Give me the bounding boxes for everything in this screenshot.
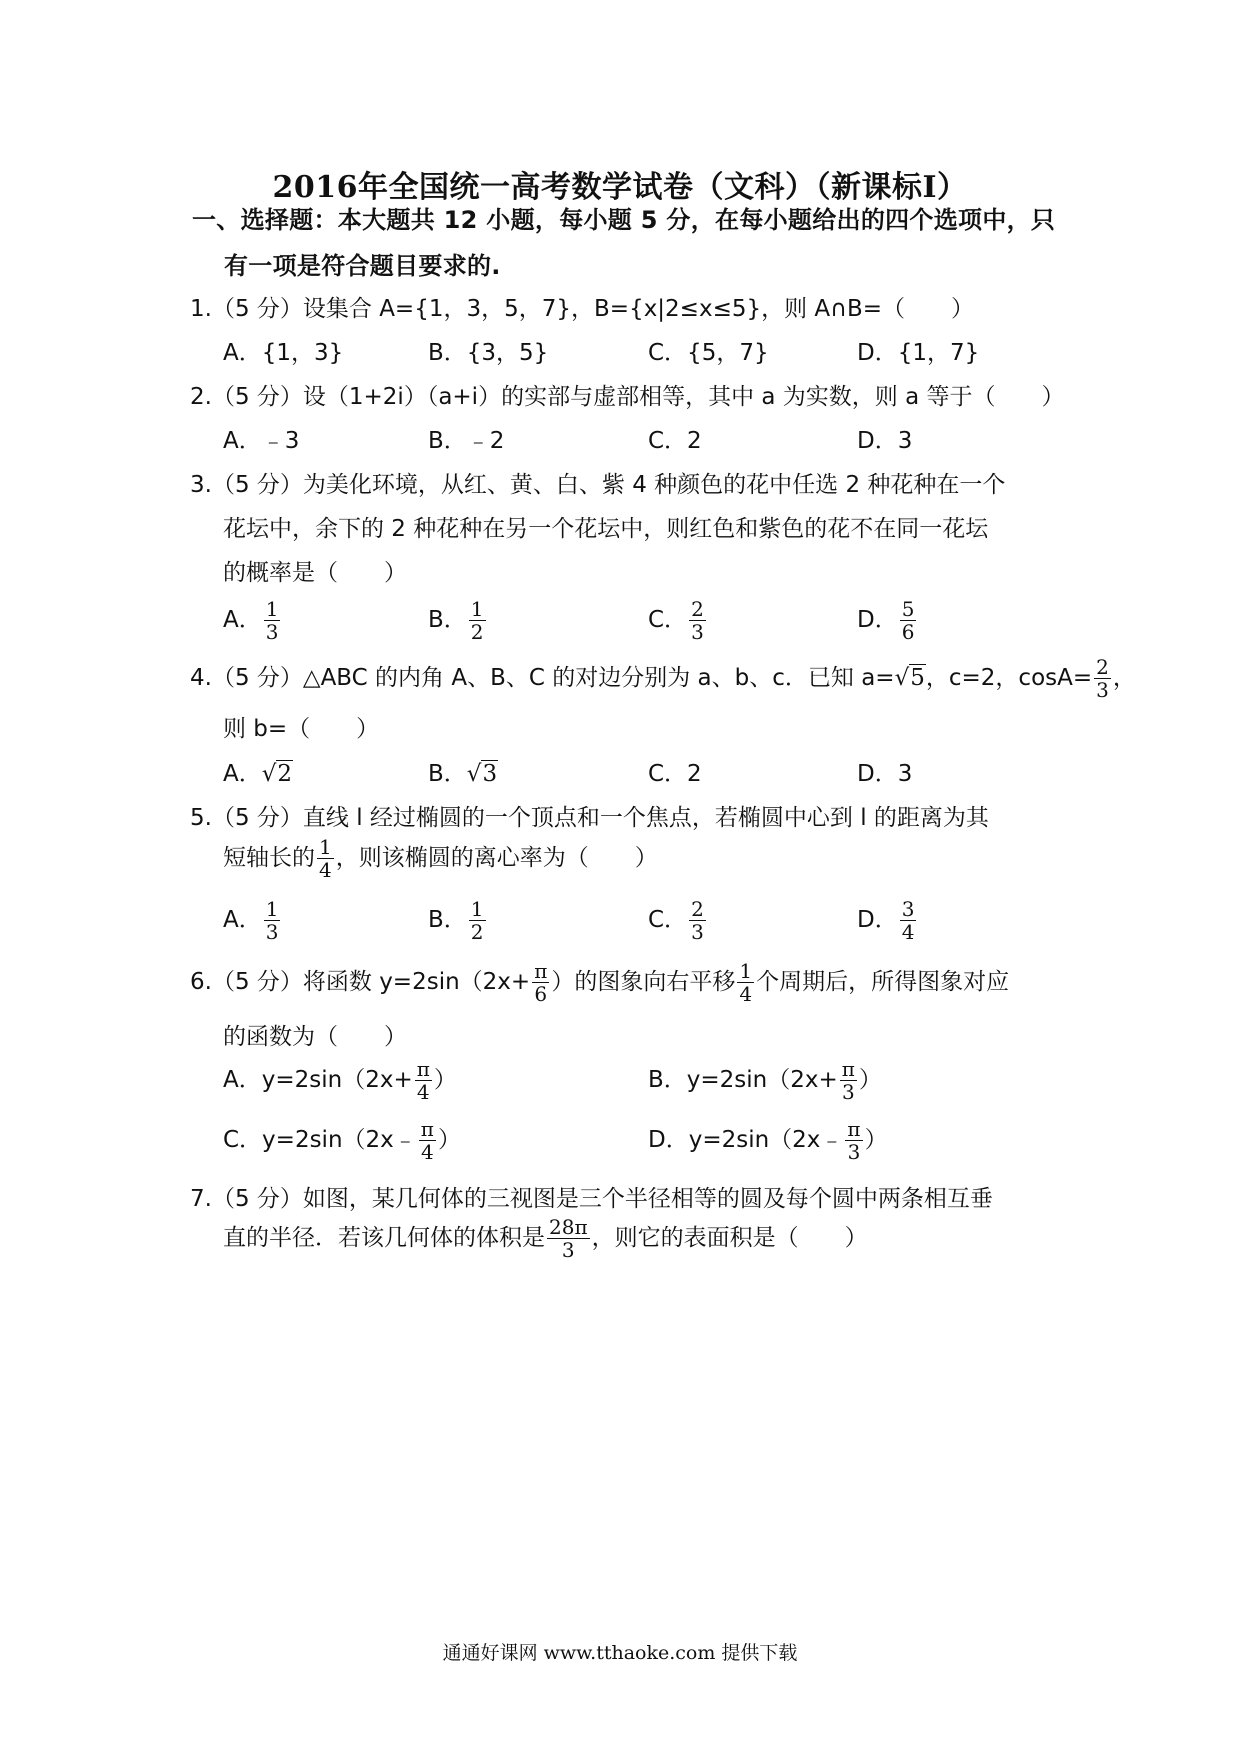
question-6-option-d: D．y=2sin（2x﹣ $\frac{\pi}{3}$ ）: [648, 1117, 888, 1164]
question-5-line1: 5.（5 分）直线 l 经过椭圆的一个顶点和一个焦点，若椭圆中心到 l 的距离为其: [190, 805, 989, 831]
question-6-stem: 6.（5 分）将函数 y=2sin（2x+ $\frac{\pi}{6}$ ）的图象向右平移 $\frac{1}{4}$ 个周期后，所得图象对应: [190, 959, 1010, 1006]
question-7-line1: 7.（5 分）如图，某几何体的三视图是三个半径相等的圆及每个圆中两条相互垂: [190, 1186, 993, 1212]
question-2-stem: 2.（5 分）设（1+2i）（a+i）的实部与虚部相等，其中 a 为实数，则 a 等于（ ）: [190, 384, 1065, 410]
question-4-stem: 4.（5 分）△ABC 的内角 A、B、C 的对边分别为 a、b、c．已知 a=√5，c=2，cosA= $\frac{2}{3}$ ，: [190, 655, 1136, 702]
exam-title: 2016年全国统一高考数学试卷（文科）（新课标Ⅰ）: [272, 170, 968, 205]
question-3-option-a: A． $\frac{1}{3}$: [223, 597, 279, 644]
question-3-option-b: B． $\frac{1}{2}$: [428, 597, 484, 644]
question-6-option-a: A．y=2sin（2x+ $\frac{\pi}{4}$ ）: [223, 1057, 457, 1104]
question-4-option-b: B．√3: [428, 761, 498, 787]
question-1-stem: 1.（5 分）设集合 A={1，3，5，7}，B={x|2≤x≤5}，则 A∩B=（ ）: [190, 296, 975, 322]
question-5-option-a: A． $\frac{1}{3}$: [223, 897, 279, 944]
question-1-option-d: D．{1，7}: [857, 340, 980, 366]
question-5-option-b: B． $\frac{1}{2}$: [428, 897, 484, 944]
question-5-line2: 短轴长的 $\frac{1}{4}$ ，则该椭圆的离心率为（ ）: [223, 835, 658, 882]
question-2-option-a: A．﹣3: [223, 428, 300, 454]
question-3-line2: 花坛中，余下的 2 种花种在另一个花坛中，则红色和紫色的花不在同一花坛: [223, 516, 989, 542]
question-5-option-d: D． $\frac{3}{4}$: [857, 897, 915, 944]
question-3-line3: 的概率是（ ）: [223, 560, 407, 586]
question-3-line1: 3.（5 分）为美化环境，从红、黄、白、紫 4 种颜色的花中任选 2 种花种在一个: [190, 472, 1006, 498]
question-1-option-b: B．{3，5}: [428, 340, 549, 366]
question-2-option-d: D．3: [857, 428, 913, 454]
section-heading-line2: 有一项是符合题目要求的.: [224, 252, 501, 280]
question-7-line2: 直的半径．若该几何体的体积是 $\frac{28\pi}{3}$ ，则它的表面积是（ ）: [223, 1215, 868, 1262]
question-6-option-b: B．y=2sin（2x+ $\frac{\pi}{3}$ ）: [648, 1057, 882, 1104]
question-1-option-a: A．{1，3}: [223, 340, 344, 366]
question-2-option-c: C．2: [648, 428, 702, 454]
question-4-option-a: A．√2: [223, 761, 293, 787]
question-4-option-c: C．2: [648, 761, 702, 787]
question-4-line2: 则 b=（ ）: [223, 716, 380, 742]
question-2-option-b: B．﹣2: [428, 428, 505, 454]
question-6-option-c: C．y=2sin（2x﹣ $\frac{\pi}{4}$ ）: [223, 1117, 461, 1164]
section-heading-line1: 一、选择题：本大题共 12 小题，每小题 5 分，在每小题给出的四个选项中，只: [192, 206, 1056, 234]
question-4-option-d: D．3: [857, 761, 913, 787]
question-5-option-c: C． $\frac{2}{3}$: [648, 897, 704, 944]
page-footer: 通通好课网 www.tthaoke.com 提供下载: [442, 1642, 798, 1664]
question-3-option-d: D． $\frac{5}{6}$: [857, 597, 915, 644]
question-1-option-c: C．{5，7}: [648, 340, 769, 366]
question-6-line2: 的函数为（ ）: [223, 1024, 407, 1050]
question-3-option-c: C． $\frac{2}{3}$: [648, 597, 704, 644]
